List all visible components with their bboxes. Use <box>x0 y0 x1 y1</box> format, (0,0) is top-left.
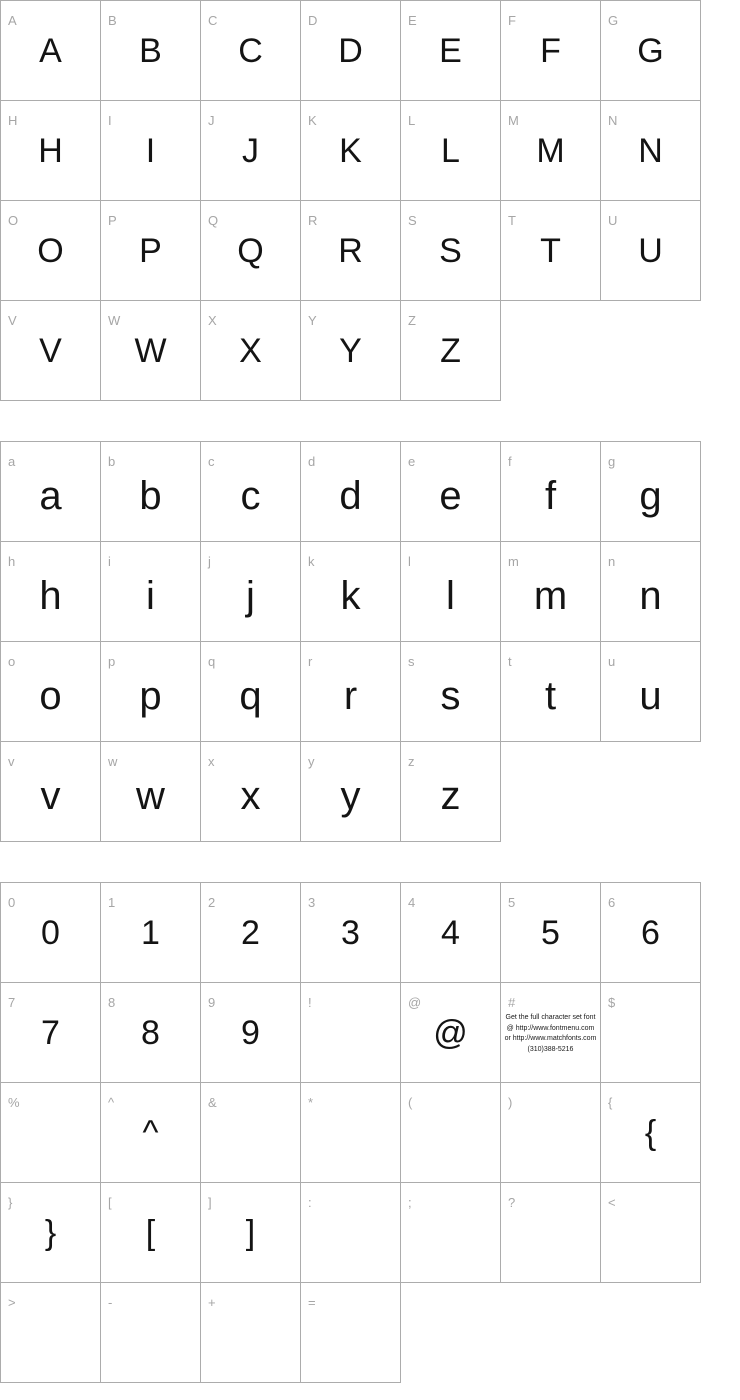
cell-glyph: g <box>639 473 662 518</box>
cell-label: * <box>308 1095 314 1110</box>
glyph-cell <box>1 883 101 983</box>
cell-glyph: n <box>639 573 662 618</box>
cell-label: @ <box>408 995 422 1010</box>
cell-glyph: 7 <box>41 1013 60 1052</box>
glyph-cell <box>101 301 201 401</box>
glyph-cell <box>501 201 601 301</box>
cell-glyph: S <box>439 231 462 270</box>
glyph-cell <box>101 1083 201 1183</box>
glyph-cell <box>201 642 301 742</box>
cell-glyph: v <box>40 773 61 818</box>
cell-glyph: 3 <box>341 913 360 952</box>
cell-glyph: x <box>240 773 261 818</box>
glyph-cell <box>101 742 201 842</box>
cell-label: i <box>108 554 112 569</box>
cell-label: 7 <box>8 995 16 1010</box>
cell-glyph: i <box>146 573 155 618</box>
glyph-row <box>1 542 701 642</box>
glyph-row <box>1 301 701 401</box>
cell-glyph: X <box>239 331 262 370</box>
glyph-cell <box>501 1 601 101</box>
glyph-grid-uppercase <box>0 0 701 401</box>
cell-glyph: r <box>343 673 358 718</box>
cell-label: - <box>108 1295 113 1310</box>
glyph-cell <box>1 983 101 1083</box>
cell-label: I <box>108 113 113 128</box>
glyph-grid-lowercase <box>0 441 701 842</box>
cell-glyph: w <box>136 773 165 818</box>
glyph-cell <box>301 883 401 983</box>
cell-glyph: A <box>39 31 62 70</box>
cell-label: Z <box>408 313 417 328</box>
cell-label: b <box>108 454 116 469</box>
glyph-cell <box>301 1 401 101</box>
glyph-cell <box>501 1083 601 1183</box>
cell-label: m <box>508 554 520 569</box>
cell-glyph: } <box>44 1213 57 1252</box>
cell-label: ^ <box>108 1095 115 1110</box>
cell-label: J <box>208 113 215 128</box>
cell-glyph: D <box>338 31 363 70</box>
cell-glyph: Y <box>339 331 362 370</box>
glyph-cell <box>201 1 301 101</box>
cell-glyph: b <box>139 473 162 518</box>
glyph-cell <box>201 542 301 642</box>
cell-glyph: p <box>139 673 162 718</box>
glyph-row <box>1 1183 701 1283</box>
cell-glyph: ] <box>245 1213 256 1252</box>
cell-glyph: 5 <box>541 913 560 952</box>
cell-label: A <box>8 13 18 28</box>
cell-label: 2 <box>208 895 216 910</box>
cell-label: ! <box>308 995 313 1010</box>
cell-label: 1 <box>108 895 116 910</box>
cell-label: B <box>108 13 118 28</box>
glyph-row <box>1 201 701 301</box>
glyph-cell <box>101 442 201 542</box>
glyph-cell <box>1 201 101 301</box>
cell-label: u <box>608 654 616 669</box>
glyph-cell <box>201 101 301 201</box>
cell-glyph: j <box>246 573 255 618</box>
cell-glyph: U <box>638 231 663 270</box>
cell-label: R <box>308 213 318 228</box>
cell-label: } <box>8 1195 13 1210</box>
cell-label: s <box>408 654 415 669</box>
cell-label: ; <box>408 1195 413 1210</box>
glyph-cell <box>101 1283 201 1383</box>
cell-glyph: y <box>340 773 361 818</box>
cell-label: 0 <box>8 895 16 910</box>
cell-label: F <box>508 13 517 28</box>
glyph-cell <box>401 742 501 842</box>
glyph-cell <box>101 101 201 201</box>
cell-label: w <box>108 754 118 769</box>
cell-glyph: Z <box>440 331 461 370</box>
cell-glyph: F <box>540 31 561 70</box>
cell-glyph: z <box>440 773 461 818</box>
cell-glyph: { <box>644 1113 657 1152</box>
glyph-cell <box>201 1283 301 1383</box>
cell-glyph: f <box>544 473 557 518</box>
cell-glyph: 0 <box>41 913 60 952</box>
cell-label: W <box>108 313 121 328</box>
cell-label: E <box>408 13 418 28</box>
cell-glyph: Q <box>237 231 264 270</box>
glyph-cell <box>401 1183 501 1283</box>
cell-glyph: k <box>340 573 361 618</box>
cell-label: j <box>208 554 212 569</box>
glyph-cell <box>501 101 601 201</box>
cell-glyph: C <box>238 31 263 70</box>
cell-glyph: R <box>338 231 363 270</box>
cell-label: # <box>508 995 516 1010</box>
cell-label: > <box>8 1295 17 1310</box>
glyph-cell <box>201 201 301 301</box>
glyph-cell <box>301 101 401 201</box>
glyph-cell <box>401 1 501 101</box>
cell-label: z <box>408 754 415 769</box>
cell-label: K <box>308 113 318 128</box>
cell-label: ] <box>208 1195 213 1210</box>
glyph-cell <box>1 1 101 101</box>
glyph-cell <box>601 983 701 1083</box>
glyph-cell <box>501 542 601 642</box>
cell-glyph: 1 <box>141 913 160 952</box>
glyph-cell <box>601 1 701 101</box>
cell-label: 3 <box>308 895 316 910</box>
glyph-cell <box>201 883 301 983</box>
cell-glyph: W <box>134 331 167 370</box>
glyph-cell <box>201 442 301 542</box>
cell-label: N <box>608 113 618 128</box>
glyph-cell <box>601 642 701 742</box>
cell-label: 4 <box>408 895 416 910</box>
cell-label: $ <box>608 995 616 1010</box>
glyph-cell <box>301 742 401 842</box>
cell-label: S <box>408 213 418 228</box>
glyph-cell <box>601 883 701 983</box>
demo-ad-line: or http://www.matchfonts.com <box>504 1035 597 1042</box>
glyph-cell <box>1 642 101 742</box>
cell-glyph: a <box>39 473 62 518</box>
glyph-cell <box>501 642 601 742</box>
glyph-cell <box>501 983 601 1083</box>
cell-glyph: N <box>638 131 663 170</box>
cell-glyph: [ <box>145 1213 156 1252</box>
cell-label: c <box>208 454 215 469</box>
glyph-row <box>1 1 701 101</box>
cell-label: p <box>108 654 116 669</box>
cell-glyph: V <box>39 331 62 370</box>
cell-label: G <box>608 13 619 28</box>
cell-label: H <box>8 113 18 128</box>
glyph-cell <box>401 442 501 542</box>
cell-glyph: I <box>145 131 156 170</box>
cell-glyph: d <box>339 473 362 518</box>
glyph-cell <box>1 742 101 842</box>
glyph-cell <box>401 1083 501 1183</box>
cell-glyph: E <box>439 31 462 70</box>
glyph-cell <box>1 1083 101 1183</box>
cell-label: x <box>208 754 215 769</box>
cell-glyph: ^ <box>142 1113 159 1152</box>
glyph-cell <box>401 301 501 401</box>
cell-glyph: h <box>39 573 62 618</box>
glyph-cell <box>301 201 401 301</box>
glyph-cell <box>601 1183 701 1283</box>
cell-glyph: J <box>242 131 259 170</box>
glyph-cell <box>301 1083 401 1183</box>
glyph-cell <box>301 442 401 542</box>
glyph-cell <box>201 983 301 1083</box>
glyph-cell <box>1 542 101 642</box>
cell-glyph: o <box>39 673 62 718</box>
cell-label: Q <box>208 213 219 228</box>
glyph-cell <box>1 442 101 542</box>
glyph-cell <box>201 1183 301 1283</box>
cell-glyph: L <box>441 131 460 170</box>
cell-label: V <box>8 313 18 328</box>
glyph-cell <box>601 201 701 301</box>
cell-label: < <box>608 1195 617 1210</box>
cell-glyph: e <box>439 473 462 518</box>
cell-glyph: H <box>38 131 63 170</box>
cell-glyph: O <box>37 231 64 270</box>
cell-label: = <box>308 1295 317 1310</box>
cell-label: % <box>8 1095 21 1110</box>
glyph-cell <box>201 742 301 842</box>
glyph-cell <box>301 1283 401 1383</box>
cell-label: d <box>308 454 316 469</box>
cell-label: ) <box>508 1095 513 1110</box>
cell-glyph: 4 <box>441 913 460 952</box>
glyph-row <box>1 1283 701 1383</box>
glyph-cell <box>601 1083 701 1183</box>
glyph-cell <box>301 983 401 1083</box>
cell-label: 9 <box>208 995 216 1010</box>
cell-glyph: 9 <box>241 1013 260 1052</box>
glyph-cell <box>1 1183 101 1283</box>
glyph-cell <box>1 1283 101 1383</box>
glyph-cell <box>201 301 301 401</box>
cell-label: L <box>408 113 416 128</box>
glyph-cell <box>1 301 101 401</box>
cell-glyph: K <box>339 131 362 170</box>
cell-label: l <box>408 554 412 569</box>
glyph-cell <box>301 642 401 742</box>
demo-ad-line: Get the full character set font <box>505 1014 596 1021</box>
cell-label: + <box>208 1295 217 1310</box>
cell-label: Y <box>308 313 318 328</box>
cell-glyph: 8 <box>141 1013 160 1052</box>
cell-label: : <box>308 1195 313 1210</box>
cell-label: 8 <box>108 995 116 1010</box>
glyph-grid-symbols <box>0 882 701 1383</box>
cell-glyph: u <box>639 673 662 718</box>
glyph-cell <box>101 542 201 642</box>
glyph-cell <box>101 883 201 983</box>
cell-label: k <box>308 554 315 569</box>
glyph-cell <box>501 1183 601 1283</box>
glyph-row <box>1 101 701 201</box>
cell-glyph: M <box>536 131 565 170</box>
cell-label: a <box>8 454 16 469</box>
cell-label: o <box>8 654 16 669</box>
cell-glyph: B <box>139 31 162 70</box>
glyph-cell <box>601 542 701 642</box>
cell-label: ( <box>408 1095 413 1110</box>
cell-glyph: T <box>540 231 561 270</box>
cell-label: t <box>508 654 513 669</box>
cell-glyph: m <box>533 573 568 618</box>
glyph-cell <box>601 442 701 542</box>
cell-glyph: 6 <box>641 913 660 952</box>
cell-glyph: s <box>440 673 461 718</box>
cell-label: v <box>8 754 15 769</box>
glyph-cell <box>301 542 401 642</box>
cell-glyph: @ <box>433 1013 468 1052</box>
cell-glyph: l <box>446 573 455 618</box>
demo-ad-line: (310)388-5216 <box>527 1045 574 1053</box>
cell-label: T <box>508 213 517 228</box>
glyph-cell <box>401 542 501 642</box>
demo-ad-line: @ http://www.fontmenu.com <box>506 1024 595 1032</box>
cell-label: [ <box>108 1195 113 1210</box>
cell-glyph: q <box>239 673 262 718</box>
glyph-cell <box>601 101 701 201</box>
glyph-cell <box>1 101 101 201</box>
glyph-row <box>1 883 701 983</box>
glyph-cell <box>401 883 501 983</box>
cell-glyph: c <box>240 473 261 518</box>
cell-label: f <box>508 454 513 469</box>
cell-glyph: P <box>139 231 162 270</box>
glyph-row <box>1 1083 701 1183</box>
glyph-row <box>1 442 701 542</box>
cell-label: 6 <box>608 895 616 910</box>
glyph-cell <box>301 301 401 401</box>
cell-glyph: 2 <box>241 913 260 952</box>
glyph-cell <box>501 442 601 542</box>
cell-label: y <box>308 754 315 769</box>
cell-label: e <box>408 454 416 469</box>
cell-glyph: G <box>637 31 664 70</box>
cell-label: M <box>508 113 520 128</box>
cell-label: n <box>608 554 616 569</box>
glyph-cell <box>401 101 501 201</box>
glyph-cell <box>101 201 201 301</box>
cell-label: ? <box>508 1195 516 1210</box>
cell-label: & <box>208 1095 218 1110</box>
cell-label: r <box>308 654 313 669</box>
glyph-cell <box>401 642 501 742</box>
cell-glyph: t <box>544 673 557 718</box>
glyph-cell <box>201 1083 301 1183</box>
cell-label: C <box>208 13 218 28</box>
glyph-cell <box>101 642 201 742</box>
glyph-row <box>1 983 701 1083</box>
glyph-cell <box>101 1 201 101</box>
cell-label: O <box>8 213 19 228</box>
glyph-cell <box>301 1183 401 1283</box>
glyph-cell <box>101 1183 201 1283</box>
glyph-cell <box>101 983 201 1083</box>
glyph-cell <box>401 201 501 301</box>
glyph-row <box>1 642 701 742</box>
glyph-row <box>1 742 701 842</box>
cell-label: D <box>308 13 318 28</box>
cell-label: U <box>608 213 618 228</box>
cell-label: h <box>8 554 16 569</box>
cell-label: P <box>108 213 118 228</box>
cell-label: X <box>208 313 218 328</box>
cell-label: 5 <box>508 895 516 910</box>
cell-label: { <box>608 1095 613 1110</box>
cell-label: g <box>608 454 616 469</box>
cell-label: q <box>208 654 216 669</box>
glyph-cell <box>501 883 601 983</box>
